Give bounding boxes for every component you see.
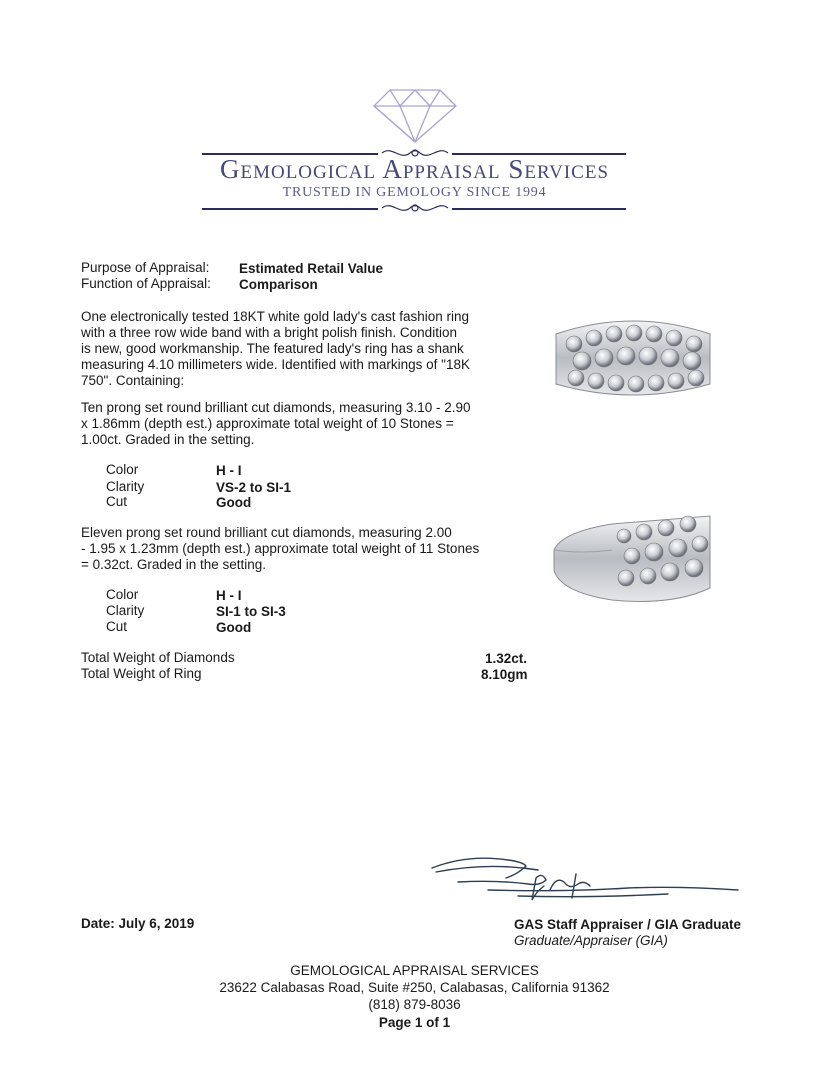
page-number: Page 1 of 1 [378,1015,451,1030]
ring-front-photo [552,306,714,411]
footer-phone: (818) 879-8036 [368,997,461,1012]
stones-line: 1.00ct. Graded in the setting. [81,432,255,447]
color-value: H - I [216,588,242,603]
total-diamonds-value: 1.32ct. [485,651,528,666]
total-ring-value: 8.10gm [481,667,528,682]
header-rule-bottom-right [452,208,626,210]
header-rule-bottom-left [202,208,378,210]
clarity-label: Clarity [106,479,145,494]
color-label: Color [106,587,139,602]
appraisal-date: Date: July 6, 2019 [81,916,195,931]
company-title: Gemological Appraisal Services [219,154,610,184]
appraiser-title: GAS Staff Appraiser / GIA Graduate [514,917,742,932]
description-line: is new, good workmanship. The featured lady's ring has a shank [81,341,464,356]
color-label: Color [106,462,139,477]
stones-line: Ten prong set round brilliant cut diamonds, measuring 3.10 - 2.90 [81,400,471,415]
function-label: Function of Appraisal: [81,276,211,291]
clarity-label: Clarity [106,603,145,618]
description-line: 750". Containing: [81,373,185,388]
purpose-value: Estimated Retail Value [239,261,384,276]
stones-line: x 1.86mm (depth est.) approximate total weight of 10 Stones = [81,416,454,431]
total-ring-label: Total Weight of Ring [81,666,202,681]
clarity-value: SI-1 to SI-3 [216,604,286,619]
ornament-bottom-icon [380,198,450,218]
ring-side-photo [552,510,714,615]
description-line: One electronically tested 18KT white gold lady's cast fashion ring [81,309,470,324]
footer-company: GEMOLOGICAL APPRAISAL SERVICES [290,963,539,978]
function-value: Comparison [239,277,318,292]
stones-line: Eleven prong set round brilliant cut diamonds, measuring 2.00 [81,525,452,540]
stones-line: - 1.95 x 1.23mm (depth est.) approximate total weight of 11 Stones [81,541,480,556]
stones-2-description [81,525,501,573]
handwritten-signature [428,852,743,917]
appraiser-credential: Graduate/Appraiser (GIA) [514,933,668,948]
cut-value: Good [216,620,252,635]
color-value: H - I [216,463,242,478]
footer-address: 23622 Calabasas Road, Suite #250, Calabasas, California 91362 [219,980,610,995]
description-line: with a three row wide band with a bright polish finish. Condition [81,325,457,340]
purpose-label: Purpose of Appraisal: [81,260,210,275]
description-line: measuring 4.10 millimeters wide. Identified with markings of "18K [81,357,470,372]
diamond-outline-icon [372,86,458,144]
stones-line: = 0.32ct. Graded in the setting. [81,557,266,572]
clarity-value: VS-2 to SI-1 [216,480,292,495]
cut-label: Cut [106,494,128,509]
stones-1-description [81,400,501,448]
company-tagline: TRUSTED IN GEMOLOGY SINCE 1994 [282,185,547,200]
cut-label: Cut [106,619,128,634]
item-description [81,309,501,389]
cut-value: Good [216,495,252,510]
total-diamonds-label: Total Weight of Diamonds [81,650,235,665]
